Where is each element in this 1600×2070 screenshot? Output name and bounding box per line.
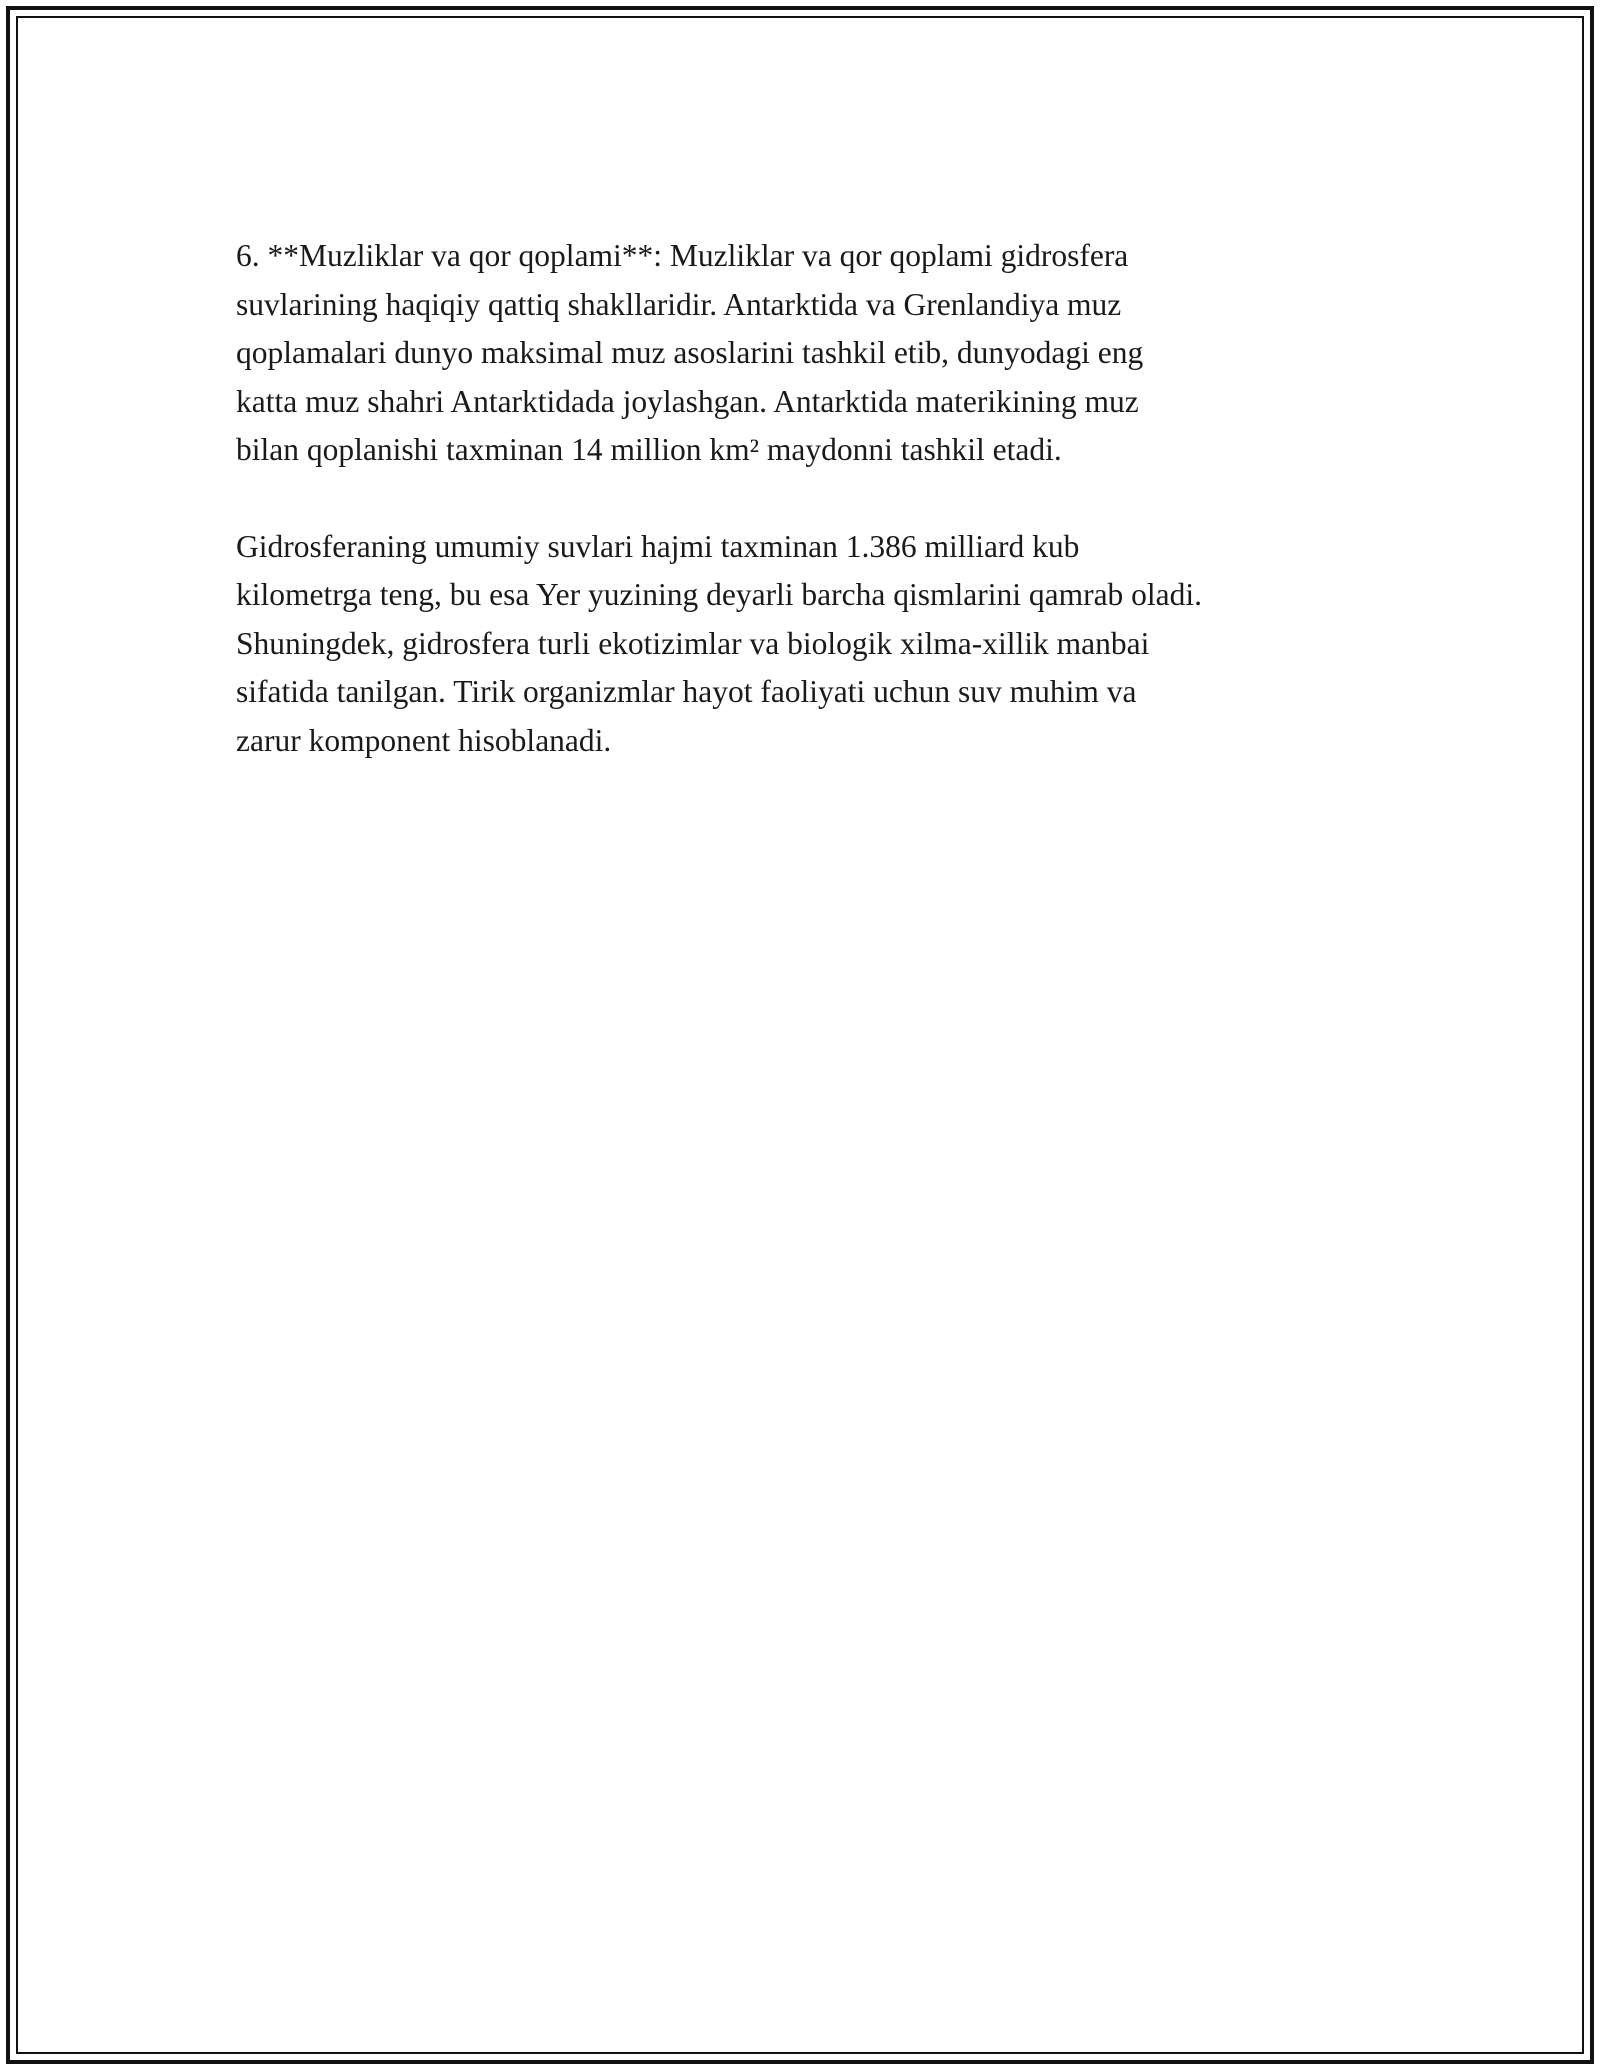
text-line: qoplamalari dunyo maksimal muz asoslarini tashkil etib, dunyodagi eng <box>236 335 1144 370</box>
paragraph-hydrosphere-volume <box>236 523 1386 766</box>
text-line: Gidrosferaning umumiy suvlari hajmi taxminan 1.386 milliard kub <box>236 528 1080 564</box>
text-line: katta muz shahri Antarktidada joylashgan. Antarktida materikining muz <box>236 383 1139 419</box>
text-line: kilometrga teng, bu esa Yer yuzining deyarli barcha qismlarini qamrab oladi. <box>236 577 1203 612</box>
text-line: suvlarining haqiqiy qattiq shakllaridir. Antarktida va Grenlandiya muz <box>236 286 1122 322</box>
text-line: bilan qoplanishi taxminan 14 million km² maydonni tashkil etadi. <box>236 432 1062 467</box>
text-line: 6. **Muzliklar va qor qoplami**: Muzliklar va qor qoplami gidrosfera <box>236 238 1129 273</box>
text-line: sifatida tanilgan. Tirik organizmlar hayot faoliyati uchun suv muhim va <box>236 674 1137 709</box>
text-line: zarur komponent hisoblanadi. <box>236 722 612 758</box>
text-line: Shuningdek, gidrosfera turli ekotizimlar va biologik xilma-xillik manbai <box>236 625 1150 661</box>
document-body <box>236 232 1386 765</box>
paragraph-glaciers <box>236 232 1386 475</box>
